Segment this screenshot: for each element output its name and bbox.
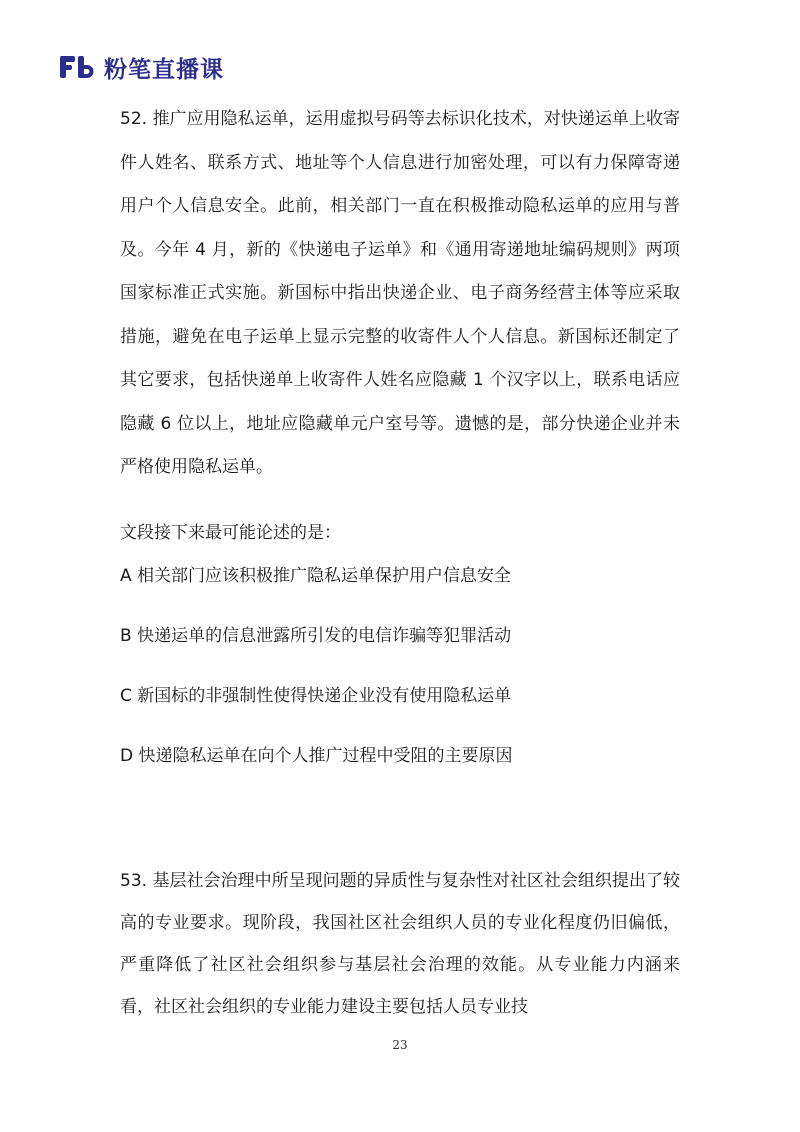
question-53-stem: 53. 基层社会治理中所呈现问题的异质性与复杂性对社区社会组织提出了较高的专业要求。现阶段，我国社区社会组织人员的专业化程度仍旧偏低，严重降低了社区社会组织参与基层社会治理的效能。从专业能力内涵来看，社区社会组织的专业能力建设主要包括人员专业技 xyxy=(120,871,680,1017)
question-52-prompt: 文段接下来最可能论述的是： xyxy=(120,522,341,543)
page-header xyxy=(58,50,224,84)
question-52-stem: 52. 推广应用隐私运单，运用虚拟号码等去标识化技术，对快递运单上收寄件人姓名、联系方式、地址等个人信息进行加密处理，可以有力保障寄递用户个人信息安全。此前，相关部门一直在积极推动隐私运单的应用与普及。今年 4 月，新的《快递电子运单》和《通用寄递地址编码规则》两项国家标准正式实施。新国标中指出快递企业、电子商务经营主体等应采取措施，避免在电子运单上显示完整的收寄件人个人信息。新国标还制定了其它要求，包括快递单上收寄件人姓名应隐藏 1 个汉字以上，联系电话应隐藏 6 位以上，地址应隐藏单元户室号等。遗憾的是，部分快递企业并未严格使用隐私运单。 xyxy=(120,109,680,477)
page-number: 23 xyxy=(392,1038,408,1052)
option-a: A 相关部门应该积极推广隐私运单保护用户信息安全 xyxy=(120,566,512,586)
option-d: D 快递隐私运单在向个人推广过程中受阻的主要原因 xyxy=(120,746,513,766)
page-content xyxy=(120,98,680,1017)
question-53 xyxy=(120,860,680,1028)
fenbi-logo-icon xyxy=(58,53,98,81)
option-b: B 快递运单的信息泄露所引发的电信诈骗等犯罪活动 xyxy=(120,626,512,646)
question-52 xyxy=(120,98,680,555)
brand-name: 粉笔直播课 xyxy=(104,56,224,83)
option-c: C 新国标的非强制性使得快递企业没有使用隐私运单 xyxy=(120,686,512,706)
